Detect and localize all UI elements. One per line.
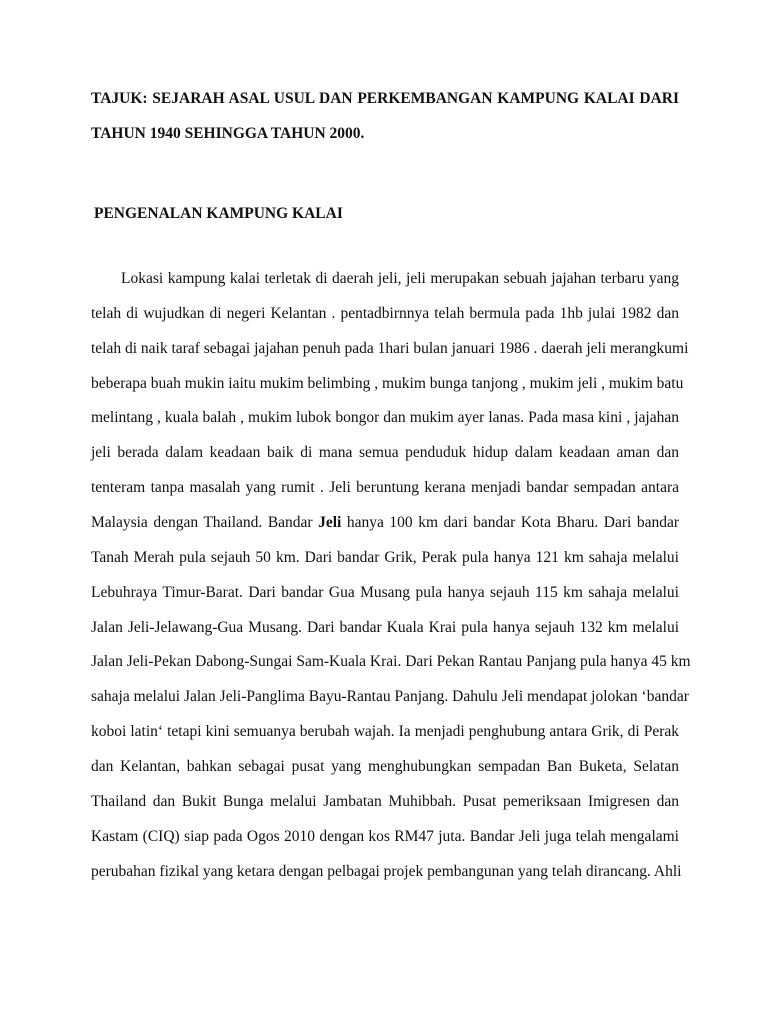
paragraph-bold-word: Jeli — [318, 514, 342, 531]
paragraph-line: perubahan fizikal yang ketara dengan pelbagai projek pembangunan yang telah dirancang. Ahli — [91, 863, 682, 880]
section-heading: PENGENALAN KAMPUNG KALAI — [94, 205, 343, 222]
paragraph-line: telah di naik taraf sebagai jajahan penuh pada 1hari bulan januari 1986 . daerah jeli merangkumi — [91, 340, 689, 357]
paragraph-line: telah di wujudkan di negeri Kelantan . pentadbirnnya telah bermula pada 1hb julai 1982 dan — [91, 305, 679, 322]
paragraph-text-before-bold: Malaysia dengan Thailand. Bandar — [91, 514, 313, 531]
paragraph-line: dan Kelantan, bahkan sebagai pusat yang menghubungkan sempadan Ban Buketa, Selatan — [91, 758, 679, 775]
paragraph-line: tenteram tanpa masalah yang rumit . Jeli beruntung kerana menjadi bandar sempadan antara — [91, 479, 679, 496]
paragraph-line: Thailand dan Bukit Bunga melalui Jambatan Muhibbah. Pusat pemeriksaan Imigresen dan — [91, 793, 679, 810]
paragraph-line: Lebuhraya Timur-Barat. Dari bandar Gua Musang pula hanya sejauh 115 km sahaja melalui — [91, 584, 679, 601]
paragraph-line: Kastam (CIQ) siap pada Ogos 2010 dengan kos RM47 juta. Bandar Jeli juga telah mengalami — [91, 828, 679, 845]
document-title-line-1: TAJUK: SEJARAH ASAL USUL DAN PERKEMBANGAN KAMPUNG KALAI DARI — [91, 90, 679, 107]
paragraph-line: beberapa buah mukin iaitu mukim belimbing , mukim bunga tanjong , mukim jeli , mukim batu — [91, 375, 684, 392]
paragraph-line: melintang , kuala balah , mukim lubok bongor dan mukim ayer lanas. Pada masa kini , jajahan — [91, 409, 679, 426]
paragraph-line: jeli berada dalam keadaan baik di mana semua penduduk hidup dalam keadaan aman dan — [91, 444, 679, 461]
document-title-line-2: TAHUN 1940 SEHINGGA TAHUN 2000. — [91, 125, 365, 142]
paragraph-text-after-bold: hanya 100 km dari bandar Kota Bharu. Dari bandar — [346, 514, 680, 531]
paragraph-line: koboi latin‘ tetapi kini semuanya berubah wajah. Ia menjadi penghubung antara Grik, di Perak — [91, 723, 679, 740]
paragraph-line: Jalan Jeli-Pekan Dabong-Sungai Sam-Kuala Krai. Dari Pekan Rantau Panjang pula hanya 45 km — [91, 653, 691, 670]
paragraph-line: sahaja melalui Jalan Jeli-Panglima Bayu-Rantau Panjang. Dahulu Jeli mendapat jolokan ‘bandar — [91, 688, 689, 705]
paragraph-line: Lokasi kampung kalai terletak di daerah jeli, jeli merupakan sebuah jajahan terbaru yang — [121, 270, 679, 287]
paragraph-line: Tanah Merah pula sejauh 50 km. Dari bandar Grik, Perak pula hanya 121 km sahaja melalui — [91, 549, 679, 566]
paragraph-line-with-bold — [91, 513, 679, 533]
paragraph-line: Jalan Jeli-Jelawang-Gua Musang. Dari bandar Kuala Krai pula hanya sejauh 132 km melalui — [91, 619, 679, 636]
